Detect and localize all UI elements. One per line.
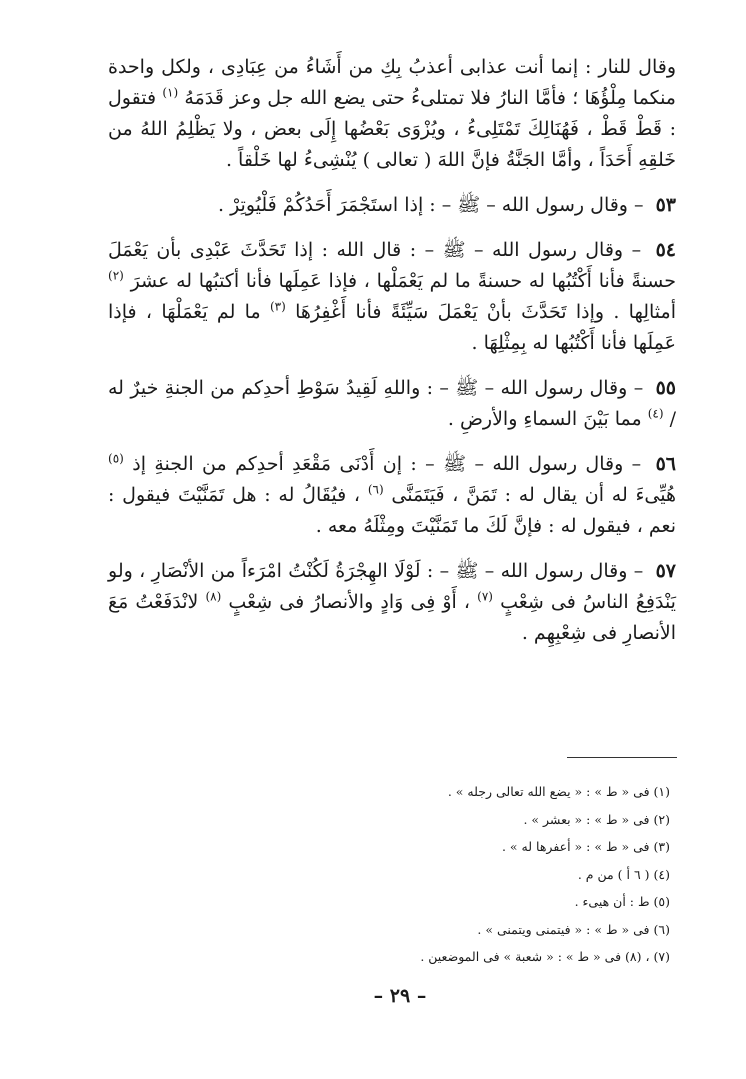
- footnotes: [300, 778, 670, 971]
- hadith-text: – وقال رسول الله – ﷺ – : إذا استَجْمَرَ أَحَدُكُمْ فَلْيُوتِرْ .: [217, 194, 644, 216]
- footnote-7-8: (٧) ، (٨) فى « ط » : « شعبة » فى الموضعين .: [420, 949, 670, 964]
- footnote-ref-5: (٥): [108, 451, 124, 466]
- hadith-number: ٥٣: [655, 194, 676, 216]
- hadith-text: ما لم يَعْمَلْهَا ، فإذا عَمِلَها فأنا أَكْتُبُها له بِمِثْلِهَا .: [108, 301, 676, 354]
- footnote-1: (١) فى « ط » : « يضع الله تعالى رجله » .: [447, 784, 670, 799]
- hadith-text: مما بَيْنَ السماءِ والأرضِ .: [447, 408, 642, 430]
- hadith-text: لانْدَفَعْتُ مَعَ الأنصارِ فى شِعْبِهِم .: [108, 591, 676, 644]
- footnote-ref-1: (١): [162, 85, 179, 100]
- hadith-56: [108, 449, 676, 542]
- footnote-ref-2: (٢): [108, 268, 124, 283]
- hadith-54: [108, 235, 676, 359]
- hadith-text: ، فيُقَالُ له : هل تَمَنَّيْتَ فيقول : نعم ، فيقول له : فإنَّ لَكَ ما تَمَنَّيْتَ ومِثْلَهُ معه .: [108, 484, 676, 537]
- footnote-5: (٥) ط : أن هيىء .: [574, 894, 670, 909]
- hadith-53: [108, 190, 676, 221]
- footnote-4: (٤) ( ٦ أ ) من م .: [577, 866, 670, 882]
- hadith-number: ٥٦: [655, 453, 676, 475]
- footnote-6: (٦) فى « ط » : « فيتمنى ويتمنى » .: [477, 921, 670, 937]
- hadith-number: ٥٤: [655, 239, 677, 261]
- intro-text-rest: فتقول : قَطْ قَطْ ، فَهُنَالِكَ تَمْتَلِىءُ ، ويُزْوَى بَعْضُها إِلَى بعض ، ولا يَظْلِمُ اللهُ من خَلقِهِ أَحَدَاً ، وأمَّا الجَنَّةُ فإنَّ اللهَ ( تعالى ) يُنْشِىءُ لها خَلْقاً .: [108, 87, 676, 171]
- hadith-number: ٥٧: [655, 560, 676, 582]
- hadith-text: – وقال رسول الله – ﷺ – : واللهِ لَقِيدُ سَوْطِ أحدِكم من الجنةِ خيرٌ له /: [108, 377, 676, 430]
- page-number: – ٢٩ –: [373, 985, 427, 1007]
- footnote-2: (٢) فى « ط » : « بعشر » .: [523, 811, 670, 827]
- intro-text: وقال للنار : إنما أنت عذابى أعذبُ بِكِ من أَشَاءُ من عِبَادِى ، ولكل واحدة منكما مِلْؤُهَا ؛ فأمَّا النارُ فلا تمتلىءُ حتى يضع الله جل وعز قَدَمَهُ: [108, 56, 676, 109]
- hadith-number: ٥٥: [655, 377, 676, 399]
- footnote-ref-3: (٣): [269, 299, 286, 314]
- footnote-ref-6: (٦): [367, 482, 384, 497]
- hadith-text: – وقال رسول الله – ﷺ – : قال الله : إذا تَحَدَّثَ عَبْدِى بأن يَعْمَلَ حسنةً فأنا أَكْتُبُها له حسنةً ما لم يَعْمَلْها ، فإذا عَمِلَها فأنا أكتبُها له عشرَ: [108, 239, 677, 292]
- hadith-text: ، أَوْ فِى وَادٍ والأنصارُ فى شِعْبٍ: [228, 591, 471, 613]
- footnote-ref-8: (٨): [205, 589, 222, 604]
- footnote-3: (٣) فى « ط » : « أعفرها له » .: [501, 839, 670, 854]
- footnote-ref-7: (٧): [477, 589, 493, 604]
- intro-paragraph: [108, 52, 676, 176]
- hadith-55: [108, 373, 676, 435]
- hadith-text: هُيِّىءَ له أن يقال له : تَمَنَّ ، فَيَتَمَنَّى: [391, 484, 677, 506]
- main-text: [108, 52, 676, 649]
- hadith-text: أمثالِها . وإذا تَحَدَّثَ بأنْ يَعْمَلَ سَيِّئَةً فأنا أَغْفِرُهَا: [295, 301, 676, 323]
- hadith-57: [108, 556, 676, 649]
- hadith-text: – وقال رسول الله – ﷺ – : إن أَدْنَى مَقْعَدِ أحدِكم من الجنةِ إذ: [132, 453, 642, 475]
- footnote-ref-4: (٤): [647, 406, 664, 421]
- footnote-divider: [567, 757, 677, 758]
- hadith-text: – وقال رسول الله – ﷺ – : لَوْلَا الهِجْرَةُ لَكُنْتُ امْرَءاً من الأنْصَارِ ، ولو يَنْدَفِعُ الناسُ فى شِعْبٍ: [108, 560, 676, 613]
